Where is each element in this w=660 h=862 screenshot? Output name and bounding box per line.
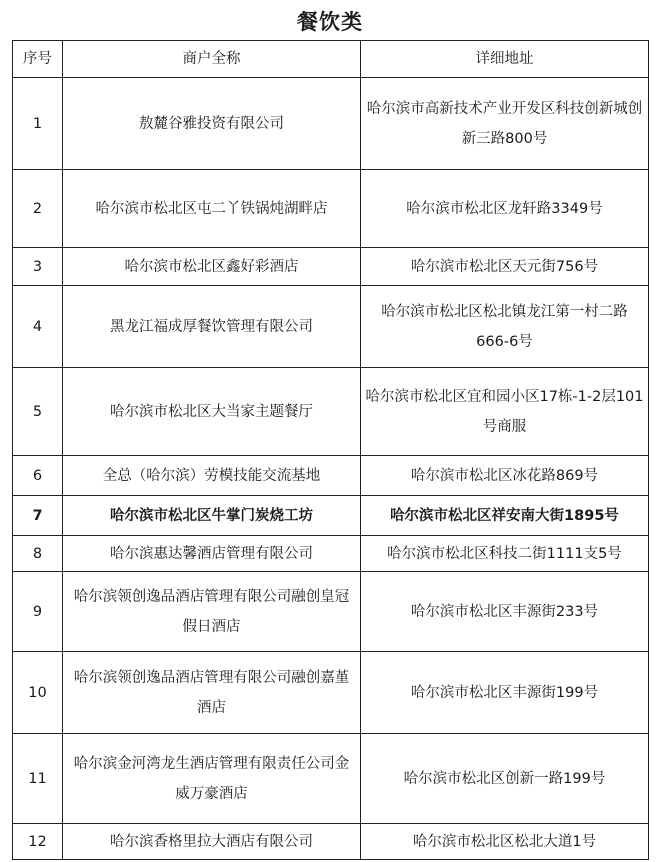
row-address: 哈尔滨市松北区丰源街233号 xyxy=(361,572,649,652)
row-name: 全总（哈尔滨）劳模技能交流基地 xyxy=(63,456,361,496)
table-row xyxy=(13,536,649,572)
row-name: 敖麓谷雅投资有限公司 xyxy=(63,78,361,170)
row-name: 哈尔滨金河湾龙生酒店管理有限责任公司金威万豪酒店 xyxy=(63,734,361,824)
row-name: 黑龙江福成厚餐饮管理有限公司 xyxy=(63,286,361,368)
table-row xyxy=(13,170,649,248)
table-row xyxy=(13,824,649,860)
row-address: 哈尔滨市松北区祥安南大街1895号 xyxy=(361,496,649,536)
row-seq: 5 xyxy=(13,368,63,456)
row-seq: 6 xyxy=(13,456,63,496)
row-address: 哈尔滨市松北区松北镇龙江第一村二路666-6号 xyxy=(361,286,649,368)
table-row xyxy=(13,456,649,496)
header-seq: 序号 xyxy=(13,41,63,78)
row-seq: 1 xyxy=(13,78,63,170)
row-address: 哈尔滨市松北区宜和园小区17栋-1-2层101号商服 xyxy=(361,368,649,456)
row-seq: 10 xyxy=(13,652,63,734)
row-seq: 4 xyxy=(13,286,63,368)
table-row xyxy=(13,248,649,286)
row-name: 哈尔滨香格里拉大酒店有限公司 xyxy=(63,824,361,860)
row-name: 哈尔滨领创逸品酒店管理有限公司融创嘉堇酒店 xyxy=(63,652,361,734)
header-address: 详细地址 xyxy=(361,41,649,78)
row-address: 哈尔滨市松北区冰花路869号 xyxy=(361,456,649,496)
row-seq: 12 xyxy=(13,824,63,860)
row-seq: 8 xyxy=(13,536,63,572)
merchant-table xyxy=(12,40,649,860)
table-row xyxy=(13,78,649,170)
header-name: 商户全称 xyxy=(63,41,361,78)
row-address: 哈尔滨市松北区丰源街199号 xyxy=(361,652,649,734)
row-seq: 7 xyxy=(13,496,63,536)
row-name: 哈尔滨市松北区鑫好彩酒店 xyxy=(63,248,361,286)
table-row xyxy=(13,368,649,456)
row-address: 哈尔滨市松北区松北大道1号 xyxy=(361,824,649,860)
row-address: 哈尔滨市松北区天元街756号 xyxy=(361,248,649,286)
row-seq: 2 xyxy=(13,170,63,248)
row-name: 哈尔滨市松北区屯二丫铁锅炖湖畔店 xyxy=(63,170,361,248)
table-header-row xyxy=(13,41,649,78)
row-address: 哈尔滨市高新技术产业开发区科技创新城创新三路800号 xyxy=(361,78,649,170)
row-name: 哈尔滨惠达馨酒店管理有限公司 xyxy=(63,536,361,572)
table-row xyxy=(13,496,649,536)
row-seq: 11 xyxy=(13,734,63,824)
table-row xyxy=(13,572,649,652)
page-title: 餐饮类 xyxy=(297,10,363,34)
row-address: 哈尔滨市松北区创新一路199号 xyxy=(361,734,649,824)
row-seq: 9 xyxy=(13,572,63,652)
row-name: 哈尔滨市松北区大当家主题餐厅 xyxy=(63,368,361,456)
row-address: 哈尔滨市松北区科技二街1111支5号 xyxy=(361,536,649,572)
table-row xyxy=(13,286,649,368)
row-name: 哈尔滨市松北区牛掌门炭烧工坊 xyxy=(63,496,361,536)
row-name: 哈尔滨领创逸品酒店管理有限公司融创皇冠假日酒店 xyxy=(63,572,361,652)
row-seq: 3 xyxy=(13,248,63,286)
table-row xyxy=(13,652,649,734)
table-row xyxy=(13,734,649,824)
row-address: 哈尔滨市松北区龙轩路3349号 xyxy=(361,170,649,248)
